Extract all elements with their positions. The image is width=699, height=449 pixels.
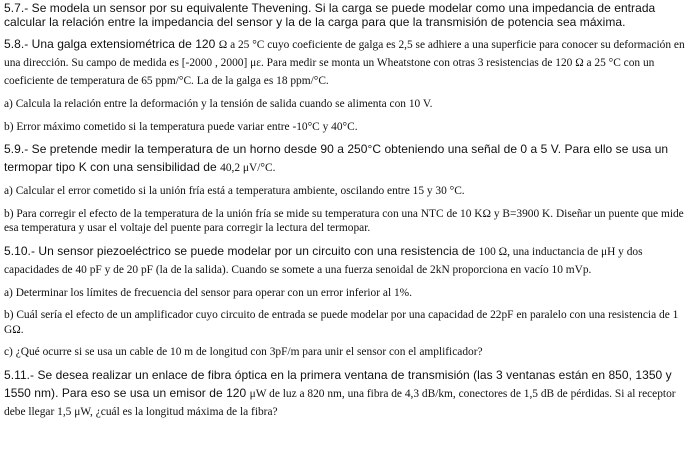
problem-5-8-body: Ω a 25 °C cuyo coeficiente de galga es 2,5 se adhiere a una superficie para conocer su deformación en una dirección. Su campo de medida es [-2000 , 2000] με. Para medir se monta un Wheatstone con otras 3 resistencias de 120 Ω a 25 °C con un coeficiente de temperatura de 65 ppm/°C. La de la galga es 18 ppm/°C. [4,39,685,87]
problem-5-8 [4,35,694,89]
problem-5-11-lead: 5.11.- Se desea realizar un enlace de fibra óptica en la primera ventana de transmisión (las 3 ventanas están en 850, 1350 y 1550 nm). Para eso se usa un emisor de 120 [4,367,672,400]
problem-5-7 [4,2,694,29]
problem-5-7-text: 5.7.- Se modela un sensor por su equivalente Thevening. Si la carga se puede modelar como una impedancia de entrada calcular la relación entre la impedancia del sensor y la de la carga para que la transmisión de potencia sea máxima. [4,1,656,29]
problem-5-8-lead: 5.8.- Una galga extensiométrica de 120 [4,37,219,51]
problem-5-10-item-a: a) Determinar los límites de frecuencia del sensor para operar con un error inferior al 1%. [4,286,412,299]
problem-5-10-item-b: b) Cuál sería el efecto de un amplificador cuyo circuito de entrada se puede modelar por una capacidad de 22pF en paralelo con una resistencia de 1 GΩ. [4,309,679,336]
problem-5-9-body: 40,2 μV/°C. [220,162,276,174]
problem-5-9-item-a: a) Calcular el error cometido si la unión fría está a temperatura ambiente, oscilando entre 15 y 30 °C. [4,185,465,197]
problem-5-8-item-b: b) Error máximo cometido si la temperatura puede variar entre -10°C y 40°C. [4,120,358,133]
problem-5-10 [4,242,694,278]
problem-5-9 [4,140,694,176]
problem-5-10-item-c: c) ¿Qué ocurre si se usa un cable de 10 m de longitud con 3pF/m para unir el sensor con el amplificador? [4,346,483,358]
problem-5-8-item-a: a) Calcula la relación entre la deformación y la tensión de salida cuando se alimenta con 10 V. [4,98,433,110]
problem-5-10-body: 100 Ω, una inductancia de μH y dos capacidades de 40 pF y de 20 pF (la de la salida). Cuando se somete a una fuerza senoidal de 2kN proporciona en vacío 10 mVp. [4,245,643,276]
problem-5-9-item-b: b) Para corregir el efecto de la temperatura de la unión fría se mide su temperatura con una NTC de 10 KΩ y B=3900 K. Diseñar un puente que mide esa temperatura y usar el voltaje del puente para corregir la lectura del termopar. [4,207,684,234]
problem-5-11 [4,366,694,420]
problem-5-10-lead: 5.10.- Un sensor piezoeléctrico se puede modelar por un circuito con una resistencia de [4,243,479,258]
problem-5-11-body: μW de luz a 820 nm, una fibra de 4,3 dB/km, conectores de 1,5 dB de pérdidas. Si al receptor debe llegar 1,5 μW, ¿cuál es la longitud máxima de la fibra? [4,387,676,418]
exercise-list [4,2,694,420]
problem-5-9-lead: 5.9.- Se pretende medir la temperatura de un horno desde 90 a 250°C obteniendo una señal de 0 a 5 V. Para ello se usa un termopar tipo K con una sensibilidad de [4,142,669,174]
